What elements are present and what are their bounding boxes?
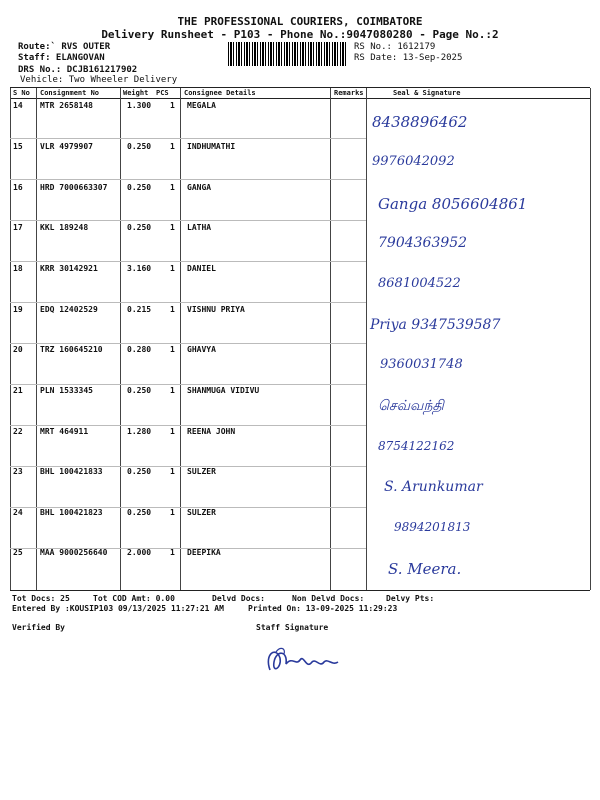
delivery-points: Delvy Pts: xyxy=(386,594,435,603)
serial-number: 23 xyxy=(13,467,23,476)
col-header-sno: S No xyxy=(13,89,30,97)
serial-number: 25 xyxy=(13,548,23,557)
consignment-number: MRT 464911 xyxy=(40,427,89,436)
col-divider xyxy=(366,88,367,590)
row-divider xyxy=(10,548,366,549)
row-divider xyxy=(10,302,366,303)
receiver-signature: 8681004522 xyxy=(378,276,461,291)
row-divider xyxy=(10,507,366,508)
entered-by: Entered By :KOUSIP103 09/13/2025 11:27:21 AM xyxy=(12,604,224,613)
weight-value: 0.215 xyxy=(127,305,152,314)
col-divider xyxy=(120,88,121,590)
pcs-value: 1 xyxy=(170,183,175,192)
consignment-number: EDQ 12402529 xyxy=(40,305,98,314)
vehicle-label: Vehicle: Two Wheeler Delivery xyxy=(20,75,178,85)
company-title: THE PROFESSIONAL COURIERS, COIMBATORE xyxy=(177,15,423,28)
delivered-docs: Delvd Docs: xyxy=(212,594,265,603)
weight-value: 1.300 xyxy=(127,101,152,110)
weight-value: 2.000 xyxy=(127,548,152,557)
row-divider xyxy=(10,179,366,180)
serial-number: 24 xyxy=(13,508,23,517)
consignee-name: SULZER xyxy=(187,508,216,517)
row-divider xyxy=(10,343,366,344)
receiver-signature: Priya 9347539587 xyxy=(370,317,501,333)
consignment-number: BHL 100421823 xyxy=(40,508,103,517)
pcs-value: 1 xyxy=(170,142,175,151)
consignee-name: MEGALA xyxy=(187,101,216,110)
consignee-name: INDHUMATHI xyxy=(187,142,236,151)
weight-value: 3.160 xyxy=(127,264,152,273)
verified-by-label: Verified By xyxy=(12,623,65,632)
staff-signature-scribble xyxy=(262,640,346,680)
table-top-border xyxy=(10,87,590,88)
receiver-signature: 9976042092 xyxy=(372,154,455,169)
row-divider xyxy=(10,384,366,385)
receiver-signature: 9360031748 xyxy=(380,357,463,372)
col-header-consignee: Consignee Details xyxy=(184,89,256,97)
consignment-number: KKL 189248 xyxy=(40,223,89,232)
col-header-seal-signature: Seal & Signature xyxy=(393,89,461,97)
weight-value: 0.250 xyxy=(127,183,152,192)
row-divider xyxy=(10,220,366,221)
col-header-pcs: PCS xyxy=(156,89,169,97)
total-docs: Tot Docs: 25 xyxy=(12,594,70,603)
consignment-number: MAA 9000256640 xyxy=(40,548,108,557)
table-header-border xyxy=(10,98,590,99)
route-label: Route:` RVS OUTER xyxy=(18,42,111,52)
col-divider xyxy=(330,88,331,590)
serial-number: 18 xyxy=(13,264,23,273)
barcode-image xyxy=(228,42,348,66)
receiver-signature: 8754122162 xyxy=(378,439,455,453)
pcs-value: 1 xyxy=(170,386,175,395)
row-divider xyxy=(10,138,366,139)
col-header-consignment: Consignment No xyxy=(40,89,100,97)
weight-value: 0.250 xyxy=(127,508,152,517)
staff-signature-label: Staff Signature xyxy=(256,623,329,632)
non-delivered-docs: Non Delvd Docs: xyxy=(292,594,365,603)
table-bottom-border xyxy=(10,590,590,591)
pcs-value: 1 xyxy=(170,305,175,314)
receiver-signature: S. Meera. xyxy=(388,560,462,578)
consignment-number: HRD 7000663307 xyxy=(40,183,108,192)
consignee-name: GANGA xyxy=(187,183,212,192)
pcs-value: 1 xyxy=(170,345,175,354)
receiver-signature: செவ்வந்தி xyxy=(378,398,444,414)
consignee-name: DEEPIKA xyxy=(187,548,221,557)
consignee-name: SHANMUGA VIDIVU xyxy=(187,386,260,395)
printed-on: Printed On: 13-09-2025 11:29:23 xyxy=(248,604,398,613)
serial-number: 20 xyxy=(13,345,23,354)
serial-number: 19 xyxy=(13,305,23,314)
weight-value: 0.280 xyxy=(127,345,152,354)
serial-number: 14 xyxy=(13,101,23,110)
weight-value: 0.250 xyxy=(127,386,152,395)
serial-number: 21 xyxy=(13,386,23,395)
drs-number: DRS No.: DCJB161217902 xyxy=(18,65,138,75)
col-divider xyxy=(10,88,11,590)
weight-value: 0.250 xyxy=(127,142,152,151)
rs-number: RS No.: 1612179 xyxy=(354,42,436,52)
pcs-value: 1 xyxy=(170,508,175,517)
serial-number: 15 xyxy=(13,142,23,151)
col-divider xyxy=(180,88,181,590)
pcs-value: 1 xyxy=(170,264,175,273)
serial-number: 16 xyxy=(13,183,23,192)
rs-date: RS Date: 13-Sep-2025 xyxy=(354,53,463,63)
pcs-value: 1 xyxy=(170,101,175,110)
consignee-name: DANIEL xyxy=(187,264,216,273)
consignee-name: GHAVYA xyxy=(187,345,216,354)
consignment-number: PLN 1533345 xyxy=(40,386,93,395)
consignee-name: REENA JOHN xyxy=(187,427,236,436)
consignment-number: BHL 100421833 xyxy=(40,467,103,476)
receiver-signature: S. Arunkumar xyxy=(384,479,483,495)
serial-number: 22 xyxy=(13,427,23,436)
pcs-value: 1 xyxy=(170,223,175,232)
weight-value: 0.250 xyxy=(127,467,152,476)
row-divider xyxy=(10,466,366,467)
consignment-number: KRR 30142921 xyxy=(40,264,98,273)
serial-number: 17 xyxy=(13,223,23,232)
consignee-name: VISHNU PRIYA xyxy=(187,305,245,314)
weight-value: 0.250 xyxy=(127,223,152,232)
col-divider xyxy=(36,88,37,590)
receiver-signature: 7904363952 xyxy=(378,235,468,251)
pcs-value: 1 xyxy=(170,548,175,557)
pcs-value: 1 xyxy=(170,467,175,476)
staff-label: Staff: ELANGOVAN xyxy=(18,53,105,63)
receiver-signature: 9894201813 xyxy=(394,520,471,534)
receiver-signature: 8438896462 xyxy=(372,113,468,131)
row-divider xyxy=(10,261,366,262)
pcs-value: 1 xyxy=(170,427,175,436)
total-cod-amount: Tot COD Amt: 0.00 xyxy=(93,594,175,603)
row-divider xyxy=(10,425,366,426)
consignee-name: SULZER xyxy=(187,467,216,476)
receiver-signature: Ganga 8056604861 xyxy=(378,195,528,213)
col-divider xyxy=(590,88,591,590)
consignment-number: MTR 2658148 xyxy=(40,101,93,110)
col-header-weight: Weight xyxy=(123,89,149,97)
consignment-number: VLR 4979907 xyxy=(40,142,93,151)
consignee-name: LATHA xyxy=(187,223,212,232)
weight-value: 1.280 xyxy=(127,427,152,436)
col-header-remarks: Remarks xyxy=(334,89,364,97)
consignment-number: TRZ 160645210 xyxy=(40,345,103,354)
runsheet-subtitle: Delivery Runsheet - P103 - Phone No.:9047080280 - Page No.:2 xyxy=(101,28,499,41)
